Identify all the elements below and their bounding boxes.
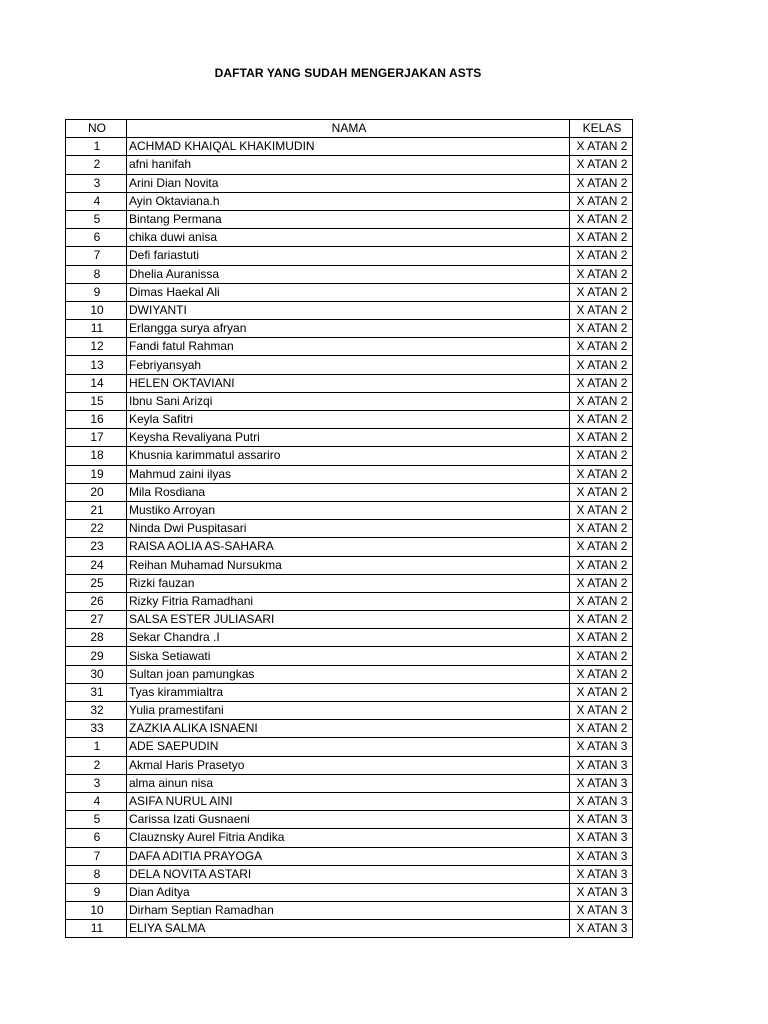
- table-row: [66, 720, 633, 738]
- cell-kelas: X ATAN 3: [570, 792, 633, 810]
- cell-nama: Dimas Haekal Ali: [127, 283, 570, 301]
- table-row: [66, 702, 633, 720]
- cell-nama: Bintang Permana: [127, 210, 570, 228]
- cell-kelas: X ATAN 2: [570, 574, 633, 592]
- cell-no: 11: [66, 920, 127, 938]
- cell-kelas: X ATAN 3: [570, 811, 633, 829]
- cell-no: 26: [66, 592, 127, 610]
- table-row: [66, 611, 633, 629]
- cell-nama: alma ainun nisa: [127, 774, 570, 792]
- header-nama: NAMA: [127, 120, 570, 138]
- cell-nama: Tyas kirammialtra: [127, 683, 570, 701]
- table-row: [66, 920, 633, 938]
- cell-kelas: X ATAN 2: [570, 320, 633, 338]
- cell-nama: Keysha Revaliyana Putri: [127, 429, 570, 447]
- cell-no: 30: [66, 665, 127, 683]
- cell-nama: Mila Rosdiana: [127, 483, 570, 501]
- cell-no: 5: [66, 210, 127, 228]
- cell-kelas: X ATAN 3: [570, 902, 633, 920]
- cell-nama: ZAZKIA ALIKA ISNAENI: [127, 720, 570, 738]
- cell-no: 12: [66, 338, 127, 356]
- table-row: [66, 756, 633, 774]
- table-row: [66, 392, 633, 410]
- cell-nama: SALSA ESTER JULIASARI: [127, 611, 570, 629]
- cell-no: 2: [66, 156, 127, 174]
- cell-no: 2: [66, 756, 127, 774]
- table-row: [66, 265, 633, 283]
- cell-nama: Dian Aditya: [127, 883, 570, 901]
- cell-kelas: X ATAN 3: [570, 738, 633, 756]
- cell-no: 28: [66, 629, 127, 647]
- cell-kelas: X ATAN 3: [570, 883, 633, 901]
- cell-nama: Akmal Haris Prasetyo: [127, 756, 570, 774]
- cell-nama: DELA NOVITA ASTARI: [127, 865, 570, 883]
- cell-kelas: X ATAN 3: [570, 756, 633, 774]
- cell-no: 5: [66, 811, 127, 829]
- cell-nama: ASIFA NURUL AINI: [127, 792, 570, 810]
- cell-nama: Mustiko Arroyan: [127, 501, 570, 519]
- cell-no: 18: [66, 447, 127, 465]
- cell-nama: ELIYA SALMA: [127, 920, 570, 938]
- table-row: [66, 538, 633, 556]
- cell-nama: Rizky Fitria Ramadhani: [127, 592, 570, 610]
- cell-kelas: X ATAN 2: [570, 411, 633, 429]
- cell-kelas: X ATAN 3: [570, 920, 633, 938]
- table-row: [66, 374, 633, 392]
- table-row: [66, 465, 633, 483]
- cell-nama: Ibnu Sani Arizqi: [127, 392, 570, 410]
- cell-no: 19: [66, 465, 127, 483]
- cell-no: 13: [66, 356, 127, 374]
- cell-no: 15: [66, 392, 127, 410]
- table-row: [66, 792, 633, 810]
- cell-no: 29: [66, 647, 127, 665]
- table-row: [66, 229, 633, 247]
- table-row: [66, 247, 633, 265]
- table-row: [66, 902, 633, 920]
- cell-no: 14: [66, 374, 127, 392]
- table-row: [66, 647, 633, 665]
- table-row: [66, 811, 633, 829]
- cell-kelas: X ATAN 2: [570, 538, 633, 556]
- table-row: [66, 174, 633, 192]
- cell-nama: Arini Dian Novita: [127, 174, 570, 192]
- table-row: [66, 683, 633, 701]
- cell-kelas: X ATAN 2: [570, 392, 633, 410]
- cell-nama: Fandi fatul Rahman: [127, 338, 570, 356]
- cell-no: 27: [66, 611, 127, 629]
- cell-kelas: X ATAN 3: [570, 865, 633, 883]
- cell-kelas: X ATAN 2: [570, 338, 633, 356]
- cell-no: 9: [66, 883, 127, 901]
- header-no: NO: [66, 120, 127, 138]
- cell-kelas: X ATAN 2: [570, 702, 633, 720]
- cell-kelas: X ATAN 2: [570, 138, 633, 156]
- cell-no: 16: [66, 411, 127, 429]
- cell-no: 1: [66, 738, 127, 756]
- cell-kelas: X ATAN 3: [570, 847, 633, 865]
- table-row: [66, 356, 633, 374]
- cell-nama: Febriyansyah: [127, 356, 570, 374]
- cell-nama: DAFA ADITIA PRAYOGA: [127, 847, 570, 865]
- table-row: [66, 447, 633, 465]
- cell-kelas: X ATAN 2: [570, 683, 633, 701]
- cell-nama: Ayin Oktaviana.h: [127, 192, 570, 210]
- cell-no: 7: [66, 247, 127, 265]
- cell-kelas: X ATAN 2: [570, 611, 633, 629]
- cell-no: 6: [66, 829, 127, 847]
- table-row: [66, 865, 633, 883]
- cell-kelas: X ATAN 2: [570, 374, 633, 392]
- cell-no: 10: [66, 902, 127, 920]
- cell-kelas: X ATAN 3: [570, 829, 633, 847]
- cell-no: 20: [66, 483, 127, 501]
- cell-nama: Reihan Muhamad Nursukma: [127, 556, 570, 574]
- cell-kelas: X ATAN 2: [570, 229, 633, 247]
- cell-no: 3: [66, 774, 127, 792]
- cell-kelas: X ATAN 2: [570, 210, 633, 228]
- header-kelas: KELAS: [570, 120, 633, 138]
- table-row: [66, 411, 633, 429]
- cell-kelas: X ATAN 2: [570, 429, 633, 447]
- cell-no: 11: [66, 320, 127, 338]
- cell-kelas: X ATAN 2: [570, 520, 633, 538]
- cell-kelas: X ATAN 2: [570, 447, 633, 465]
- table-row: [66, 883, 633, 901]
- table-header-row: [66, 120, 633, 138]
- cell-kelas: X ATAN 2: [570, 629, 633, 647]
- table-row: [66, 556, 633, 574]
- cell-kelas: X ATAN 2: [570, 556, 633, 574]
- cell-kelas: X ATAN 2: [570, 301, 633, 319]
- cell-kelas: X ATAN 2: [570, 174, 633, 192]
- cell-no: 8: [66, 265, 127, 283]
- cell-nama: Carissa Izati Gusnaeni: [127, 811, 570, 829]
- cell-nama: Rizki fauzan: [127, 574, 570, 592]
- cell-nama: DWIYANTI: [127, 301, 570, 319]
- table-row: [66, 774, 633, 792]
- cell-nama: Khusnia karimmatul assariro: [127, 447, 570, 465]
- cell-no: 32: [66, 702, 127, 720]
- cell-kelas: X ATAN 2: [570, 465, 633, 483]
- cell-kelas: X ATAN 2: [570, 192, 633, 210]
- cell-no: 21: [66, 501, 127, 519]
- cell-nama: Dirham Septian Ramadhan: [127, 902, 570, 920]
- cell-nama: afni hanifah: [127, 156, 570, 174]
- cell-kelas: X ATAN 3: [570, 774, 633, 792]
- table-row: [66, 192, 633, 210]
- cell-no: 7: [66, 847, 127, 865]
- cell-no: 33: [66, 720, 127, 738]
- cell-nama: Clauznsky Aurel Fitria Andika: [127, 829, 570, 847]
- cell-no: 4: [66, 792, 127, 810]
- cell-no: 23: [66, 538, 127, 556]
- table-row: [66, 138, 633, 156]
- cell-no: 6: [66, 229, 127, 247]
- cell-no: 25: [66, 574, 127, 592]
- table-row: [66, 574, 633, 592]
- table-row: [66, 520, 633, 538]
- cell-nama: Siska Setiawati: [127, 647, 570, 665]
- cell-kelas: X ATAN 2: [570, 592, 633, 610]
- cell-nama: ADE SAEPUDIN: [127, 738, 570, 756]
- document-title: DAFTAR YANG SUDAH MENGERJAKAN ASTS: [214, 66, 482, 80]
- table-row: [66, 592, 633, 610]
- table-row: [66, 156, 633, 174]
- table-body: [66, 138, 633, 938]
- student-table: [65, 119, 633, 938]
- cell-nama: Sultan joan pamungkas: [127, 665, 570, 683]
- cell-no: 17: [66, 429, 127, 447]
- cell-nama: Mahmud zaini ilyas: [127, 465, 570, 483]
- cell-no: 31: [66, 683, 127, 701]
- table-row: [66, 320, 633, 338]
- cell-no: 3: [66, 174, 127, 192]
- table-row: [66, 629, 633, 647]
- cell-kelas: X ATAN 2: [570, 356, 633, 374]
- cell-kelas: X ATAN 2: [570, 483, 633, 501]
- cell-nama: Yulia pramestifani: [127, 702, 570, 720]
- table-row: [66, 283, 633, 301]
- cell-kelas: X ATAN 2: [570, 720, 633, 738]
- cell-no: 10: [66, 301, 127, 319]
- cell-nama: HELEN OKTAVIANI: [127, 374, 570, 392]
- cell-nama: Defi fariastuti: [127, 247, 570, 265]
- table-row: [66, 338, 633, 356]
- table-row: [66, 665, 633, 683]
- cell-nama: RAISA AOLIA AS-SAHARA: [127, 538, 570, 556]
- cell-nama: chika duwi anisa: [127, 229, 570, 247]
- table-row: [66, 301, 633, 319]
- table-row: [66, 847, 633, 865]
- table-row: [66, 501, 633, 519]
- cell-nama: Dhelia Auranissa: [127, 265, 570, 283]
- cell-no: 24: [66, 556, 127, 574]
- table-row: [66, 483, 633, 501]
- cell-kelas: X ATAN 2: [570, 247, 633, 265]
- cell-no: 1: [66, 138, 127, 156]
- table-row: [66, 210, 633, 228]
- cell-kelas: X ATAN 2: [570, 156, 633, 174]
- table-row: [66, 738, 633, 756]
- cell-nama: Erlangga surya afryan: [127, 320, 570, 338]
- cell-kelas: X ATAN 2: [570, 665, 633, 683]
- cell-nama: Sekar Chandra .I: [127, 629, 570, 647]
- cell-no: 4: [66, 192, 127, 210]
- cell-nama: ACHMAD KHAIQAL KHAKIMUDIN: [127, 138, 570, 156]
- cell-kelas: X ATAN 2: [570, 283, 633, 301]
- cell-no: 22: [66, 520, 127, 538]
- cell-nama: Keyla Safitri: [127, 411, 570, 429]
- cell-kelas: X ATAN 2: [570, 647, 633, 665]
- table-row: [66, 829, 633, 847]
- cell-kelas: X ATAN 2: [570, 265, 633, 283]
- cell-kelas: X ATAN 2: [570, 501, 633, 519]
- cell-no: 9: [66, 283, 127, 301]
- cell-nama: Ninda Dwi Puspitasari: [127, 520, 570, 538]
- cell-no: 8: [66, 865, 127, 883]
- table-row: [66, 429, 633, 447]
